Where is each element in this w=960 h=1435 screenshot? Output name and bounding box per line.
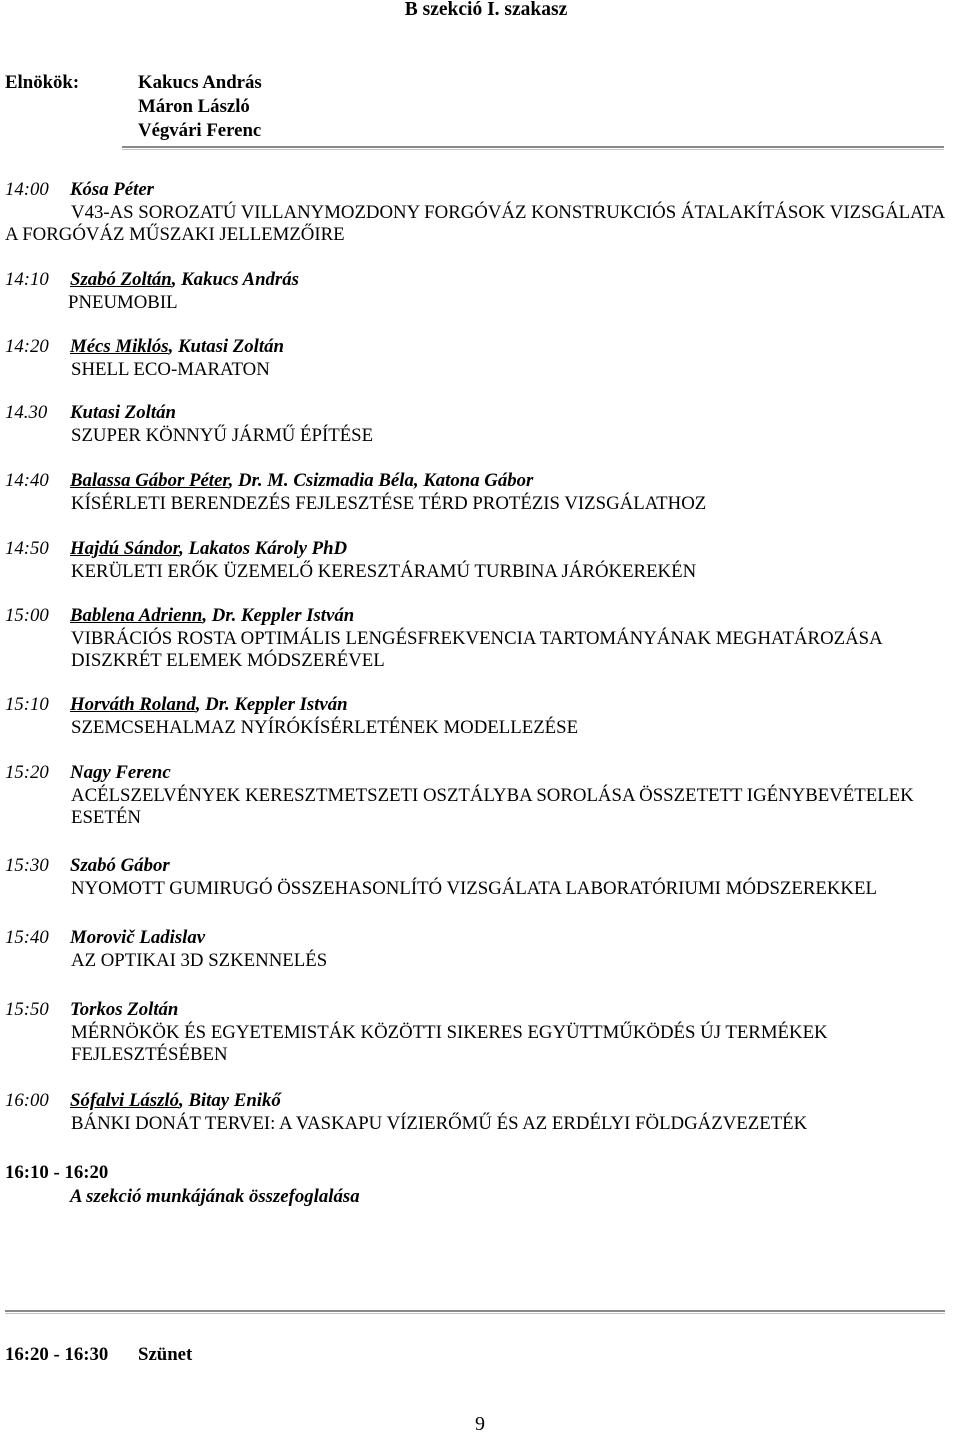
entry-time: 15:00	[5, 605, 49, 626]
presenting-author: Szabó Zoltán	[70, 269, 172, 290]
divider-bottom	[5, 1310, 945, 1314]
entry-title-line: ACÉLSZELVÉNYEK KERESZTMETSZETI OSZTÁLYBA SOROLÁSA ÖSSZETETT IGÉNYBEVÉTELEK	[71, 784, 914, 806]
co-authors: , Lakatos Károly PhD	[179, 538, 348, 559]
entry-header	[0, 336, 960, 359]
program-entry	[0, 538, 960, 583]
entry-authors	[70, 1090, 281, 1113]
entry-header	[0, 927, 960, 950]
program-entry	[0, 269, 960, 314]
program-entry	[0, 855, 960, 900]
program-entry	[0, 605, 960, 673]
entry-title-line: AZ OPTIKAI 3D SZKENNELÉS	[71, 949, 328, 971]
author: Kutasi Zoltán	[70, 402, 176, 423]
entry-title-line: SZUPER KÖNNYŰ JÁRMŰ ÉPÍTÉSE	[71, 424, 374, 446]
co-authors: , Dr. Keppler István	[202, 605, 355, 626]
co-authors: , Kutasi Zoltán	[168, 336, 284, 357]
entry-time: 14:10	[5, 269, 49, 290]
author: Kósa Péter	[70, 179, 154, 200]
entry-title-line: PNEUMOBIL	[68, 291, 178, 313]
chairs-list	[138, 71, 262, 143]
entry-time: 14:00	[5, 179, 49, 200]
entry-authors	[70, 402, 176, 425]
entry-time: 15:20	[5, 762, 49, 783]
presenting-author: Horváth Roland	[70, 694, 196, 715]
entry-title-line: NYOMOTT GUMIRUGÓ ÖSSZEHASONLÍTÓ VIZSGÁLATA LABORATÓRIUMI MÓDSZEREKKEL	[71, 877, 877, 899]
co-authors: , Bitay Enikő	[179, 1090, 281, 1111]
author: Nagy Ferenc	[70, 762, 171, 783]
entry-authors	[70, 538, 347, 561]
co-authors: , Dr. M. Csizmadia Béla, Katona Gábor	[228, 470, 534, 491]
presenting-author: Bablena Adrienn	[70, 605, 203, 626]
entry-title-line: FEJLESZTÉSÉBEN	[71, 1044, 228, 1065]
entry-title-line: BÁNKI DONÁT TERVEI: A VASKAPU VÍZIERŐMŰ ÉS AZ ERDÉLYI FÖLDGÁZVEZETÉK	[71, 1112, 808, 1134]
entry-header	[0, 1090, 960, 1113]
entry-header	[0, 694, 960, 717]
entry-authors	[70, 605, 354, 628]
entry-title-line: SHELL ECO-MARATON	[71, 358, 270, 380]
entry-header	[0, 762, 960, 785]
summary-label: A szekció munkájának összefoglalása	[70, 1186, 360, 1207]
chair-name: Máron László	[138, 96, 250, 117]
entry-time: 15:30	[5, 855, 49, 876]
entry-title-line: KÍSÉRLETI BERENDEZÉS FEJLESZTÉSE TÉRD PROTÉZIS VIZSGÁLATHOZ	[71, 492, 707, 514]
co-authors: , Kakucs András	[171, 269, 299, 290]
program-entry	[0, 470, 960, 515]
author: Torkos Zoltán	[70, 999, 179, 1020]
presenting-author: Hajdú Sándor	[70, 538, 180, 559]
program-entry	[0, 336, 960, 381]
entry-time: 15:40	[5, 927, 49, 948]
program-entry	[0, 927, 960, 972]
entry-authors	[70, 694, 348, 717]
entry-time: 14:50	[5, 538, 49, 559]
entry-header	[0, 999, 960, 1022]
break-label: Szünet	[138, 1344, 193, 1365]
break-row	[0, 1344, 960, 1367]
entry-authors	[70, 999, 178, 1022]
break-time: 16:20 - 16:30	[5, 1344, 109, 1365]
entry-authors	[70, 855, 170, 878]
entry-authors	[70, 927, 205, 950]
chair-name: Kakucs András	[138, 72, 262, 93]
entry-title-line: KERÜLETI ERŐK ÜZEMELŐ KERESZTÁRAMÚ TURBINA JÁRÓKEREKÉN	[71, 560, 697, 582]
entry-header	[0, 538, 960, 561]
co-authors: , Dr. Keppler István	[195, 694, 348, 715]
entry-header	[0, 855, 960, 878]
entry-title-line: V43-AS SOROZATÚ VILLANYMOZDONY FORGÓVÁZ KONSTRUKCIÓS ÁTALAKÍTÁSOK VIZSGÁLATA	[71, 201, 946, 223]
entry-authors	[70, 470, 533, 493]
entry-time: 16:00	[5, 1090, 49, 1111]
entry-title-line: DISZKRÉT ELEMEK MÓDSZERÉVEL	[71, 650, 385, 671]
entry-time: 14:40	[5, 470, 49, 491]
presenting-author: Sófalvi László	[70, 1090, 180, 1111]
presenting-author: Balassa Gábor Péter	[70, 470, 229, 491]
entry-time: 14:20	[5, 336, 49, 357]
entry-header	[0, 179, 960, 202]
chairs-label: Elnökök:	[5, 72, 80, 93]
program-entry	[0, 179, 960, 247]
section-title: B szekció I. szakasz	[404, 0, 568, 20]
entry-authors	[70, 179, 154, 202]
author: Szabó Gábor	[70, 855, 170, 876]
entry-time: 15:50	[5, 999, 49, 1020]
entry-authors	[70, 762, 171, 785]
entry-title-line: VIBRÁCIÓS ROSTA OPTIMÁLIS LENGÉSFREKVENCIA TARTOMÁNYÁNAK MEGHATÁROZÁSA	[71, 627, 883, 649]
page-number: 9	[475, 1413, 485, 1435]
entry-authors	[70, 269, 299, 292]
summary-time: 16:10 - 16:20	[5, 1162, 109, 1183]
entry-header	[0, 269, 960, 292]
author: Morovič Ladislav	[70, 927, 206, 948]
presenting-author: Mécs Miklós	[70, 336, 169, 357]
entry-title-line: A FORGÓVÁZ MŰSZAKI JELLEMZŐIRE	[5, 224, 345, 245]
entry-header	[0, 605, 960, 628]
program-entry	[0, 1090, 960, 1135]
entry-title-line: ESETÉN	[71, 807, 141, 828]
entry-authors	[70, 336, 284, 359]
program-entry	[0, 402, 960, 447]
entry-time: 14.30	[5, 402, 48, 423]
program-entry	[0, 694, 960, 739]
entry-title-line: SZEMCSEHALMAZ NYÍRÓKÍSÉRLETÉNEK MODELLEZÉSE	[71, 716, 579, 738]
entry-title-line: MÉRNÖKÖK ÉS EGYETEMISTÁK KÖZÖTTI SIKERES EGYÜTTMŰKÖDÉS ÚJ TERMÉKEK	[71, 1021, 828, 1043]
entry-header	[0, 402, 960, 425]
program-entry	[0, 762, 960, 830]
entry-time: 15:10	[5, 694, 49, 715]
chair-name: Végvári Ferenc	[138, 120, 262, 141]
entry-header	[0, 470, 960, 493]
divider-top	[122, 146, 944, 150]
program-entry	[0, 999, 960, 1067]
